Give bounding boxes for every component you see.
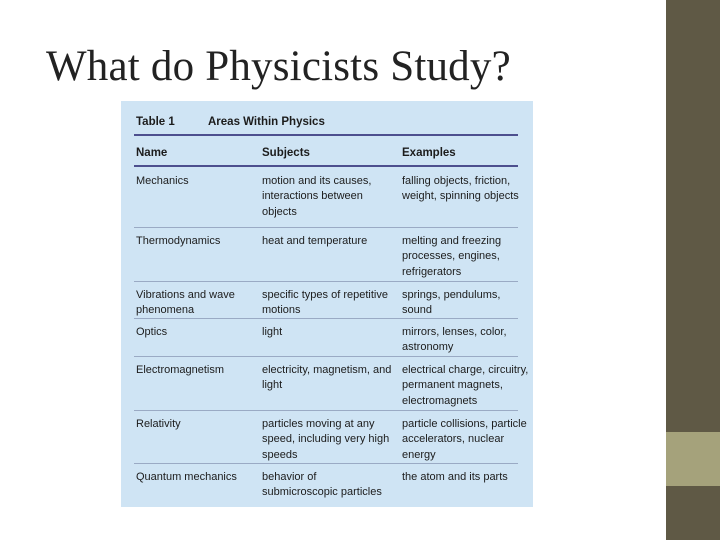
cell-subjects: light: [262, 326, 283, 338]
cell-name: Vibrations and wave phenomena: [136, 289, 235, 317]
cell-examples: springs, pendulums, sound: [402, 289, 501, 317]
table-top-rule: [134, 134, 518, 136]
cell-subjects: motion and its causes, interactions between objects: [262, 175, 372, 218]
cell-subjects: particles moving at any speed, including very high speeds: [262, 418, 390, 461]
table-row: [134, 319, 518, 357]
table-row: [134, 411, 527, 464]
cell-examples: particle collisions, particle accelerators, nuclear energy: [402, 418, 527, 461]
column-header-name: Name: [136, 147, 168, 159]
cell-examples: the atom and its parts: [402, 471, 508, 483]
table-caption-text: Areas Within Physics: [208, 116, 325, 128]
cell-name: Electromagnetism: [136, 364, 225, 376]
table-row: [134, 464, 518, 504]
cell-examples: electrical charge, circuitry, permanent magnets, electromagnets: [402, 364, 529, 407]
table-row: [134, 357, 529, 411]
cell-name: Optics: [136, 326, 168, 338]
cell-examples: mirrors, lenses, color, astronomy: [402, 326, 507, 354]
table-row: [134, 168, 518, 228]
cell-name: Quantum mechanics: [136, 471, 237, 483]
table-number: Table 1: [136, 116, 175, 128]
column-header-examples: Examples: [402, 147, 456, 159]
cell-examples: falling objects, friction, weight, spinning objects: [402, 175, 519, 203]
cell-subjects: electricity, magnetism, and light: [262, 364, 392, 392]
cell-name: Mechanics: [136, 175, 189, 187]
decorative-bar-accent: [666, 432, 720, 486]
physics-areas-table: [121, 101, 533, 507]
cell-subjects: heat and temperature: [262, 235, 368, 247]
slide-title: What do Physicists Study?: [46, 43, 511, 90]
cell-name: Thermodynamics: [136, 235, 221, 247]
table-row: [134, 282, 518, 319]
table-caption: [136, 116, 325, 128]
column-header-subjects: Subjects: [262, 147, 310, 159]
table-header-rule: [134, 165, 518, 167]
table-row: [134, 228, 518, 282]
cell-examples: melting and freezing processes, engines, refrigerators: [402, 235, 502, 278]
cell-name: Relativity: [136, 418, 181, 430]
cell-subjects: behavior of submicroscopic particles: [262, 471, 382, 499]
cell-subjects: specific types of repetitive motions: [262, 289, 388, 317]
